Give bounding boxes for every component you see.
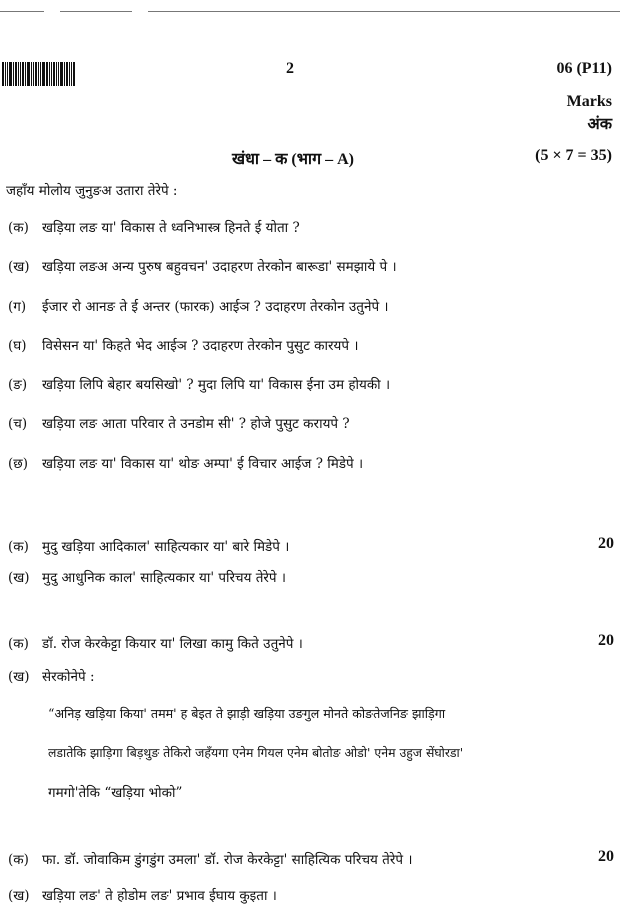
q1-item [8,257,397,275]
q1-item-text: खड़िया लङ या' विकास या' थोङ अम्पा' ई विचार आईज ? मिडेपे । [42,456,364,472]
q4-marks: 20 [598,848,614,865]
q1-item-label: (च) [8,416,28,432]
q1-item [8,218,300,236]
q1-item [8,336,358,354]
q1-item [8,414,350,432]
section-instruction: जहाँय मोलोय जुनुङअ उतारा तेरेपे : [6,183,178,199]
q1-item-text: खड़िया लङ या' विकास ते ध्वनिभास्त्र हिनते ई योता ? [42,220,300,236]
q3-item-label: (क) [8,636,29,652]
q4-item [8,850,412,868]
top-rule-1 [0,11,44,12]
q1-item-label: (क) [8,220,29,236]
q1-item-label: (ङ) [8,377,28,393]
q4-item-text: फा. डॉ. जोवाकिम डुंगडुंग उमला' डॉ. रोज केरकेट्टा' साहित्यिक परिचय तेरेपे । [42,852,413,868]
page-number: 2 [286,60,294,77]
section-marks: (5 × 7 = 35) [535,147,612,164]
q1-item-label: (ख) [8,259,30,275]
q1-item-text: खड़िया लङ आता परिवार ते उनडोम सी' ? होजे पुसुट करायपे ? [42,416,350,432]
q2-item [8,568,286,586]
quote-line: गमगो'तेकि “खड़िया भोको” [48,785,183,801]
q3-item [8,667,95,685]
q2-item-label: (क) [8,539,29,555]
q1-item-text: खड़िया लिपि बेहार बयसिखो' ? मुदा लिपि या' विकास ईना उम होयकी । [42,377,391,393]
q1-item-label: (छ) [8,456,28,472]
barcode-image [2,62,84,86]
paper-code: 06 (P11) [556,60,612,77]
q2-item-text: मुदु खड़िया आदिकाल' साहित्यकार या' बारे मिडेपे । [42,539,290,555]
q4-item [8,886,277,904]
q3-item [8,634,303,652]
q3-marks: 20 [598,632,614,649]
q1-item-text: खड़िया लङअ अन्य पुरुष बहुवचन' उदाहरण तेरकोन बारूडा' समझाये पे । [42,259,397,275]
quote-line: “अनिड़ खड़िया किया' तमम' ह बेइत ते झाड़ी खड़िया उङगुल मोनते कोङतेजनिङ झाड़िगा [48,706,446,721]
q3-item-text: सेरकोनेपे : [42,669,95,685]
q1-item [8,297,389,315]
q1-item-label: (ग) [8,299,27,315]
q2-marks: 20 [598,535,614,552]
q2-item-label: (ख) [8,570,30,586]
marks-heading-hi: अंक [587,116,612,133]
marks-heading-en: Marks [566,93,612,110]
q4-item-label: (ख) [8,888,30,904]
q3-item-label: (ख) [8,669,30,685]
q1-item-label: (घ) [8,338,27,354]
q2-item-text: मुदु आधुनिक काल' साहित्यकार या' परिचय तेरेपे । [42,570,287,586]
top-rule-3 [148,11,620,12]
q1-item [8,375,390,393]
q4-item-label: (क) [8,852,29,868]
q4-item-text: खड़िया लङ' ते होडोम लङ' प्रभाव ईघाय कुइता । [42,888,277,904]
q2-item [8,537,289,555]
q1-item [8,454,363,472]
top-rule-2 [60,11,132,12]
q1-item-text: ईजार रो आनङ ते ई अन्तर (फारक) आईञ ? उदाहरण तेरकोन उतुनेपे । [42,299,389,315]
q3-item-text: डॉ. रोज केरकेट्टा कियार या' लिखा कामु किते उतुनेपे । [42,636,303,652]
quote-line: लडातेकि झाड़िगा बिड़थुङ तेकिरो जहँयगा एनेम गियल एनेम बोतोङ ओडो' एनेम उहुज सेंघोरडा' [48,745,464,760]
section-title: खंधा – क (भाग – A) [232,151,354,168]
q1-item-text: विसेसन या' किहते भेद आईञ ? उदाहरण तेरकोन पुसुट कारयपे । [42,338,359,354]
